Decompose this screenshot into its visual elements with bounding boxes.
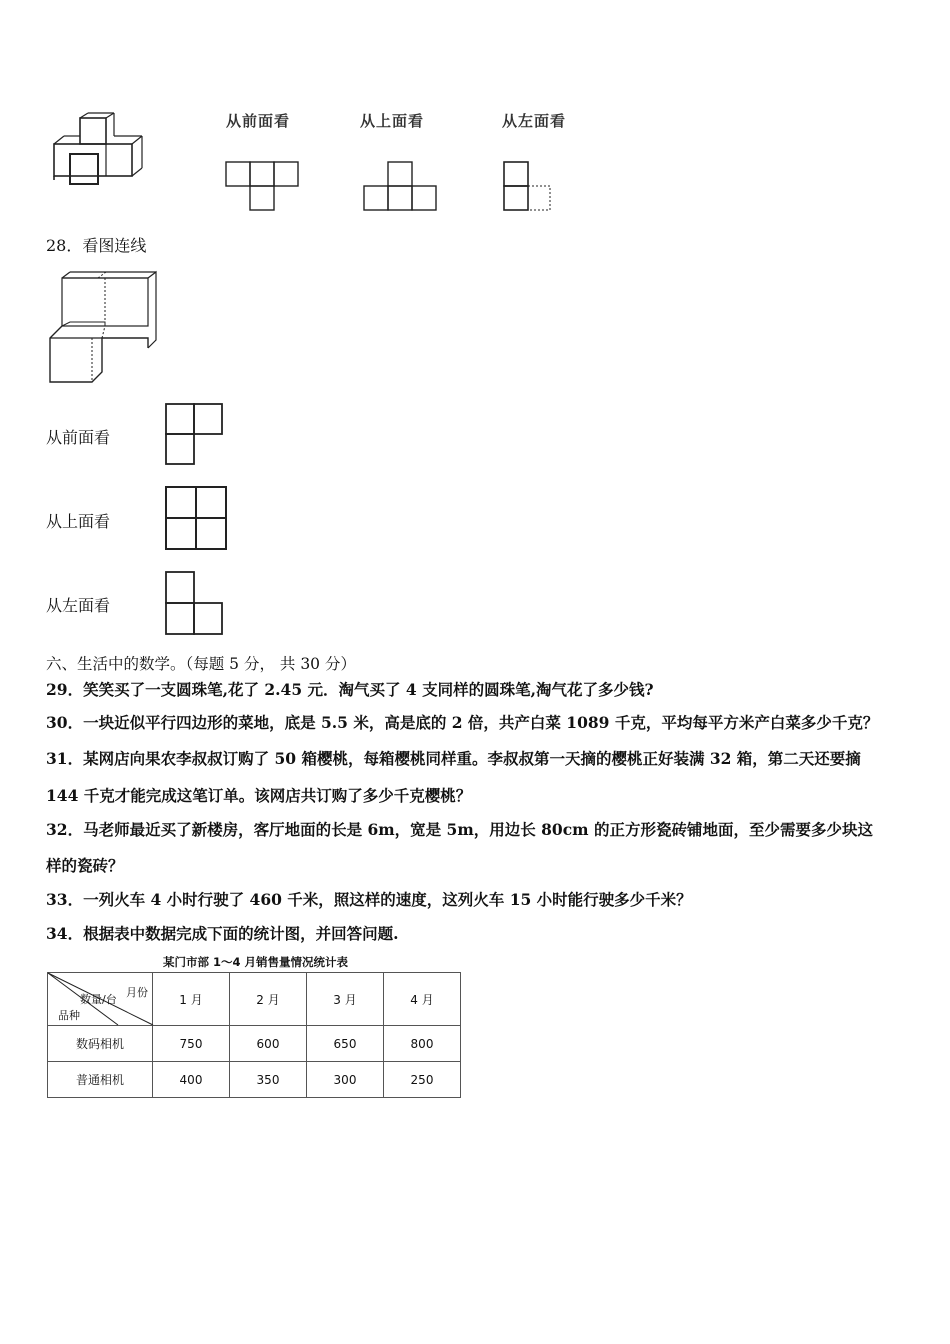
table-cell: 250: [384, 1062, 461, 1098]
table-row: [48, 1062, 461, 1098]
column-header: 3 月: [307, 973, 384, 1026]
front-view-shape: [224, 160, 304, 215]
table-cell: 750: [153, 1026, 230, 1062]
corner-month-label: 月份: [126, 986, 148, 999]
table-cell: 600: [230, 1026, 307, 1062]
table-cell: 400: [153, 1062, 230, 1098]
question-number: 31．: [46, 749, 84, 768]
q28-title: 28．看图连线: [46, 236, 147, 255]
section-heading: 六、生活中的数学。（每题 5 分， 共 30 分）: [46, 655, 356, 673]
q28-solid-figure: [46, 270, 161, 385]
question-31: [46, 748, 861, 770]
column-header: 4 月: [384, 973, 461, 1026]
column-header: 2 月: [230, 973, 307, 1026]
left-view-shape: [502, 160, 562, 215]
table-cell: 300: [307, 1062, 384, 1098]
question-text: 根据表中数据完成下面的统计图，并回答问题.: [83, 924, 399, 943]
stats-table-wrapper: [47, 972, 461, 1098]
question-31-cont: [46, 785, 471, 807]
column-header: 1 月: [153, 973, 230, 1026]
question-text: 笑笑买了一支圆珠笔,花了 2.45 元．淘气买了 4 支同样的圆珠笔,淘气花了多少钱?: [83, 680, 654, 699]
question-30: [46, 712, 878, 734]
q28-shape-left: [164, 570, 226, 638]
view-label-top: 从上面看: [360, 112, 425, 130]
question-32: [46, 819, 873, 841]
corner-kind-label: 品种: [58, 1009, 80, 1022]
question-text: 一列火车 4 小时行驶了 460 千米，照这样的速度，这列火车 15 小时能行驶多少千米？: [83, 890, 692, 909]
row-label: 普通相机: [48, 1062, 153, 1098]
view-label-front: 从前面看: [226, 112, 291, 130]
question-29: [46, 679, 654, 701]
table-row: [48, 1026, 461, 1062]
question-32-cont: [46, 855, 124, 877]
table-cell: 350: [230, 1062, 307, 1098]
q28-label-top: 从上面看: [46, 512, 111, 531]
question-text: 144 千克才能完成这笔订单。该网店共订购了多少千克樱桃？: [46, 786, 472, 805]
question-number: 29．: [46, 680, 84, 699]
question-number: 30．: [46, 713, 84, 732]
question-text: 样的瓷砖？: [46, 856, 124, 875]
q28-label-front: 从前面看: [46, 428, 111, 447]
table-title: 某门市部 1～4 月销售量情况统计表: [163, 955, 349, 969]
q28-label-left: 从左面看: [46, 596, 111, 615]
question-number: 33．: [46, 890, 84, 909]
top-view-shape: [362, 160, 442, 215]
corner-qty-label: 数量/台: [80, 993, 117, 1006]
q28-shape-top: [164, 485, 230, 553]
question-number: 32．: [46, 820, 84, 839]
corner-cell: [48, 973, 153, 1026]
view-label-left: 从左面看: [502, 112, 567, 130]
cube-stack-figure: [48, 112, 158, 192]
q28-shape-front: [164, 402, 226, 468]
question-number: 34．: [46, 924, 84, 943]
question-34: [46, 923, 398, 945]
question-text: 马老师最近买了新楼房，客厅地面的长是 6m，宽是 5m，用边长 80cm 的正方形瓷砖铺地面，至少需要多少块这: [83, 820, 873, 839]
question-33: [46, 889, 692, 911]
table-cell: 800: [384, 1026, 461, 1062]
table-header-row: [48, 973, 461, 1026]
question-text: 某网店向果农李叔叔订购了 50 箱樱桃，每箱樱桃同样重。李叔叔第一天摘的樱桃正好装满 32 箱，第二天还要摘: [83, 749, 861, 768]
stats-table: [47, 972, 461, 1098]
table-cell: 650: [307, 1026, 384, 1062]
question-text: 一块近似平行四边形的菜地，底是 5.5 米，高是底的 2 倍，共产白菜 1089 千克，平均每平方米产白菜多少千克？: [83, 713, 879, 732]
row-label: 数码相机: [48, 1026, 153, 1062]
